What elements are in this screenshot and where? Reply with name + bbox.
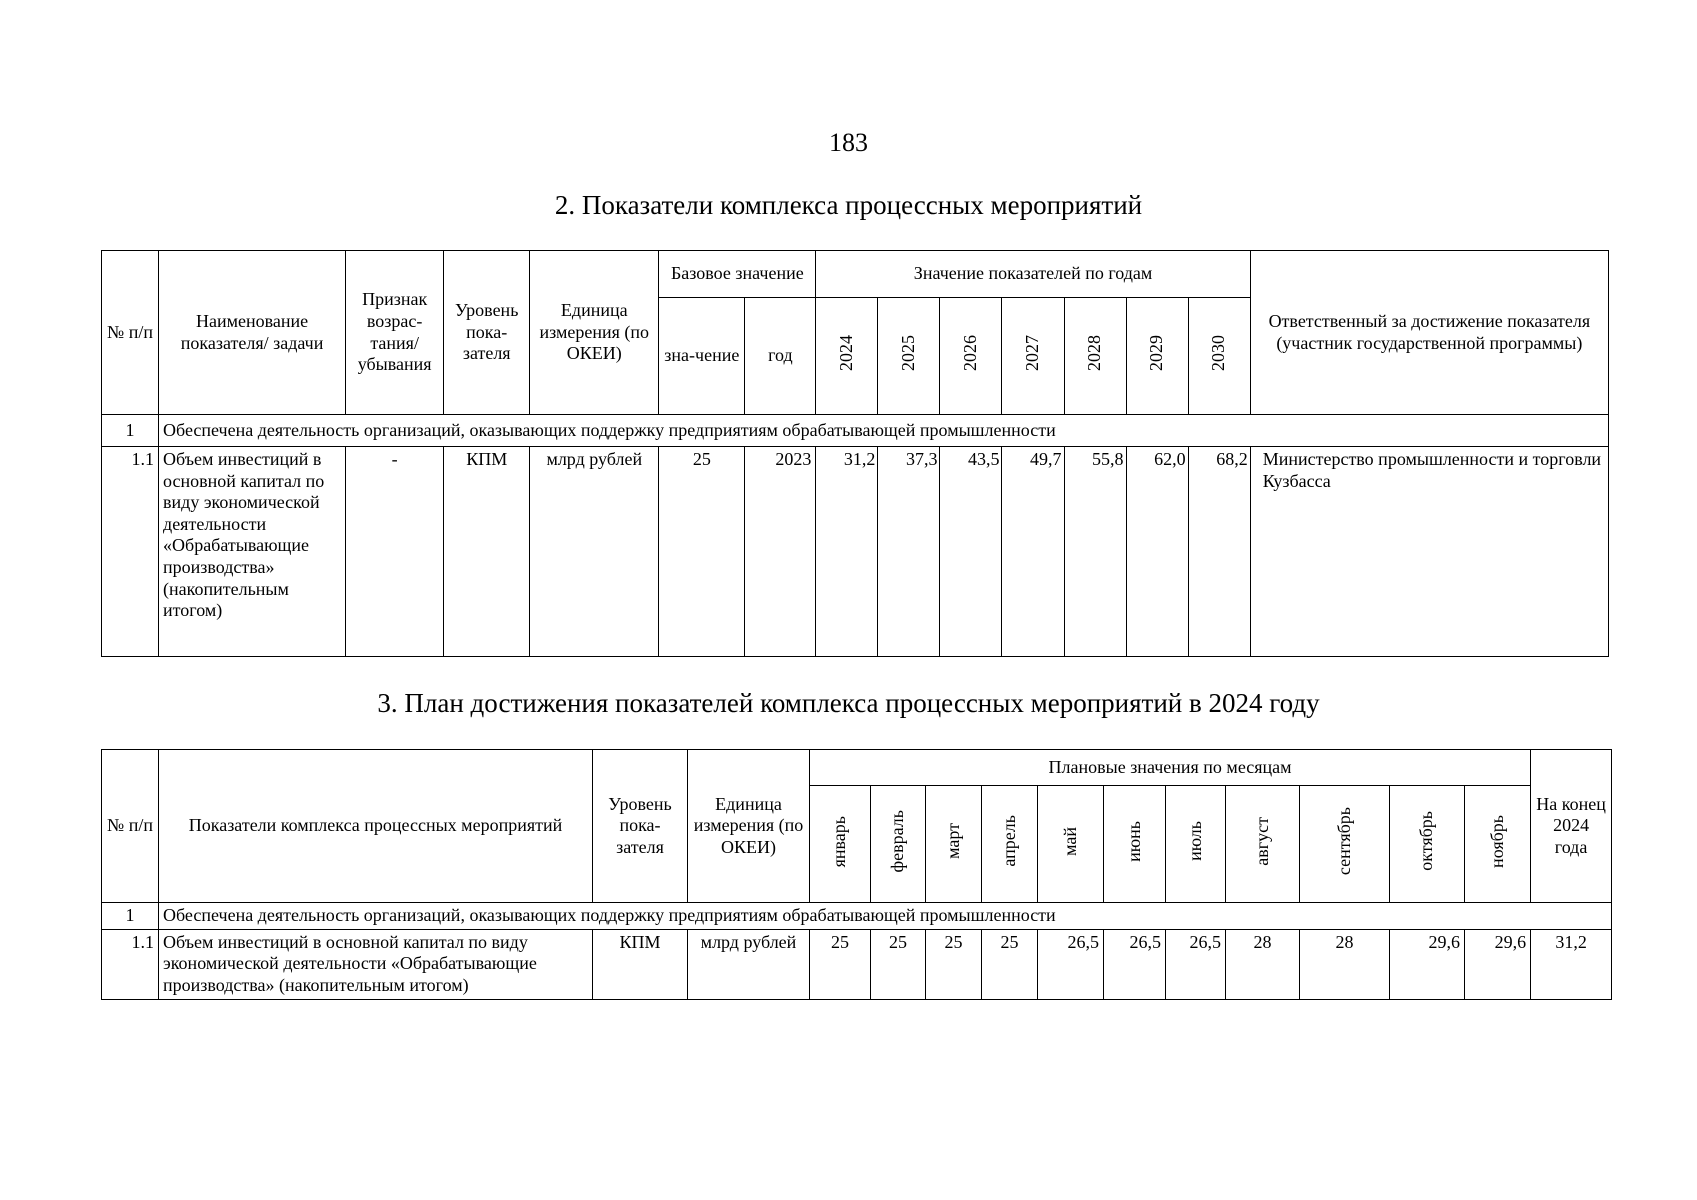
header-level: Уровень пока-зателя (444, 251, 530, 415)
row-month-value: 25 (871, 929, 926, 999)
header-year: 2027 (1022, 335, 1043, 372)
header-month: апрель (998, 815, 1019, 867)
task-num: 1 (102, 903, 159, 930)
header-month: ноябрь (1486, 814, 1507, 868)
header-num: № п/п (102, 750, 159, 903)
row-year-value: 62,0 (1126, 447, 1188, 657)
header-year: 2026 (960, 335, 981, 372)
header-base: Базовое значение (659, 251, 816, 298)
header-month: октябрь (1416, 811, 1437, 872)
row-month-value: 26,5 (1166, 929, 1226, 999)
row-level: КПМ (444, 447, 530, 657)
row-month-value: 26,5 (1038, 929, 1104, 999)
row-unit: млрд рублей (688, 929, 810, 999)
row-sign: - (346, 447, 444, 657)
row-month-value: 28 (1226, 929, 1300, 999)
header-unit: Единица измерения (по ОКЕИ) (530, 251, 659, 415)
header-month: январь (829, 815, 850, 867)
row-year-end: 31,2 (1531, 929, 1612, 999)
row-year-value: 55,8 (1064, 447, 1126, 657)
header-month: август (1251, 816, 1272, 866)
plan-table (101, 749, 1612, 1000)
row-year-value: 68,2 (1188, 447, 1250, 657)
header-base-year: год (745, 298, 816, 415)
header-unit: Единица измерения (по ОКЕИ) (688, 750, 810, 903)
header-month: март (942, 823, 963, 860)
header-months-group: Плановые значения по месяцам (810, 750, 1531, 786)
header-name: Показатели комплекса процессных мероприятий (159, 750, 593, 903)
header-num: № п/п (102, 251, 159, 415)
header-month: сентябрь (1333, 807, 1354, 876)
task-text: Обеспечена деятельность организаций, оказывающих поддержку предприятиям обрабатывающей промышленности (159, 415, 1609, 447)
header-base-value: зна-чение (659, 298, 745, 415)
header-level: Уровень пока-зателя (593, 750, 688, 903)
header-year: 2029 (1146, 335, 1167, 372)
task-num: 1 (102, 415, 159, 447)
row-level: КПМ (593, 929, 688, 999)
row-year-value: 37,3 (878, 447, 940, 657)
row-month-value: 26,5 (1104, 929, 1166, 999)
indicators-table (101, 250, 1609, 657)
task-text: Обеспечена деятельность организаций, оказывающих поддержку предприятиям обрабатывающей промышленности (159, 903, 1612, 930)
row-unit: млрд рублей (530, 447, 659, 657)
row-month-value: 25 (810, 929, 871, 999)
row-month-value: 28 (1300, 929, 1390, 999)
row-num: 1.1 (102, 929, 159, 999)
header-month: май (1059, 826, 1080, 856)
row-name: Объем инвестиций в основной капитал по виду экономической деятельности «Обрабатывающие производства» (накопительным итогом) (159, 447, 346, 657)
row-name: Объем инвестиций в основной капитал по виду экономической деятельности «Обрабатывающие производства» (накопительным итогом) (159, 929, 593, 999)
header-year: 2024 (836, 335, 857, 372)
header-year-end: На конец 2024 года (1531, 750, 1612, 903)
page-number: 183 (829, 128, 868, 157)
header-year: 2028 (1084, 335, 1105, 372)
header-month: июнь (1123, 820, 1144, 862)
row-month-value: 29,6 (1465, 929, 1531, 999)
header-month: июль (1184, 821, 1205, 862)
row-num: 1.1 (102, 447, 159, 657)
header-responsible: Ответственный за достижение показателя (участник государственной программы) (1250, 251, 1608, 415)
row-base-year: 2023 (745, 447, 816, 657)
row-responsible: Министерство промышленности и торговли Кузбасса (1250, 447, 1608, 657)
row-year-value: 49,7 (1002, 447, 1064, 657)
header-month: февраль (887, 809, 908, 873)
section-2-title: 2. Показатели комплекса процессных мероприятий (554, 190, 1143, 220)
row-month-value: 25 (982, 929, 1038, 999)
header-years-group: Значение показателей по годам (816, 251, 1250, 298)
header-year: 2030 (1208, 335, 1229, 372)
section-3-title: 3. План достижения показателей комплекса процессных мероприятий в 2024 году (377, 688, 1320, 718)
header-year: 2025 (898, 335, 919, 372)
header-sign: Признак возрас-тания/ убывания (346, 251, 444, 415)
row-month-value: 29,6 (1390, 929, 1465, 999)
header-name: Наименование показателя/ задачи (159, 251, 346, 415)
row-year-value: 31,2 (816, 447, 878, 657)
row-month-value: 25 (926, 929, 982, 999)
row-base-value: 25 (659, 447, 745, 657)
row-year-value: 43,5 (940, 447, 1002, 657)
